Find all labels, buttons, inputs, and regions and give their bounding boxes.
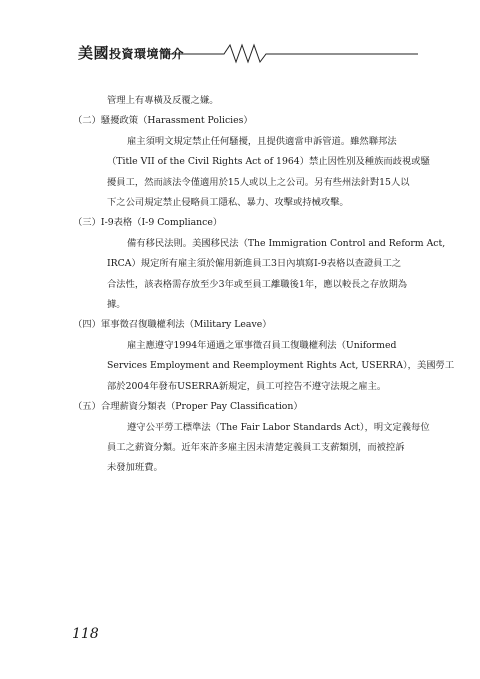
paragraph-line: 未發加班費。 (107, 462, 163, 474)
paragraph-line: 部於2004年發布USERRA新規定，員工可控告不遵守法規之雇主。 (107, 380, 387, 392)
paragraph-line: 雇主須明文規定禁止任何騷擾，且提供適當申訴管道。雖然聯邦法 (127, 135, 397, 147)
header-title-big: 美國 (78, 44, 110, 62)
section-heading: （二）騷擾政策（Harassment Policies） (73, 115, 253, 127)
page-number: 118 (72, 626, 99, 642)
paragraph-line: 員工之薪資分類。近年來許多雇主因未清楚定義員工支薪類別，而被控訴 (107, 441, 405, 453)
paragraph-line: Services Employment and Reemployment Rights Act, USERRA），美國勞工 (107, 360, 455, 372)
paragraph-line: 擾員工，然而該法令僅適用於15人或以上之公司。另有些州法針對15人以 (107, 176, 410, 188)
paragraph-line: 遵守公平勞工標準法（The Fair Labor Standards Act），明文定義每位 (127, 421, 430, 433)
section-heading: （五）合理薪資分類表（Proper Pay Classification） (73, 401, 303, 413)
paragraph-line: 據。 (107, 299, 126, 311)
paragraph-line: IRCA）規定所有雇主須於僱用新進員工3日內填寫I-9表格以查證員工之 (107, 258, 402, 270)
body-text (73, 91, 455, 479)
running-header (78, 40, 418, 68)
paragraph-line: 備有移民法則。美國移民法（The Immigration Control and Reform Act, (127, 237, 446, 249)
paragraph-line: 管理上有專橫及反覆之嫌。 (107, 95, 219, 106)
section-heading: （四）軍事徵召復職權利法（Military Leave） (73, 319, 272, 331)
header-title (78, 42, 184, 63)
section-heading: （三）I-9表格（I-9 Compliance） (73, 217, 223, 229)
paragraph-line: 雇主應遵守1994年通過之軍事徵召員工復職權利法（Uniformed (127, 339, 397, 351)
paragraph-line: 合法性，該表格需存放至少3年或至員工離職後1年，應以較長之存放期為 (107, 278, 408, 290)
paragraph-line: （Title VII of the Civil Rights Act of 1964）禁止因性別及種族而歧視或騷 (107, 156, 430, 168)
paragraph-line: 下之公司規定禁止侵略員工隱私、暴力、攻擊或持械攻擊。 (107, 197, 349, 209)
header-title-small: 投資環境簡介 (109, 47, 185, 61)
